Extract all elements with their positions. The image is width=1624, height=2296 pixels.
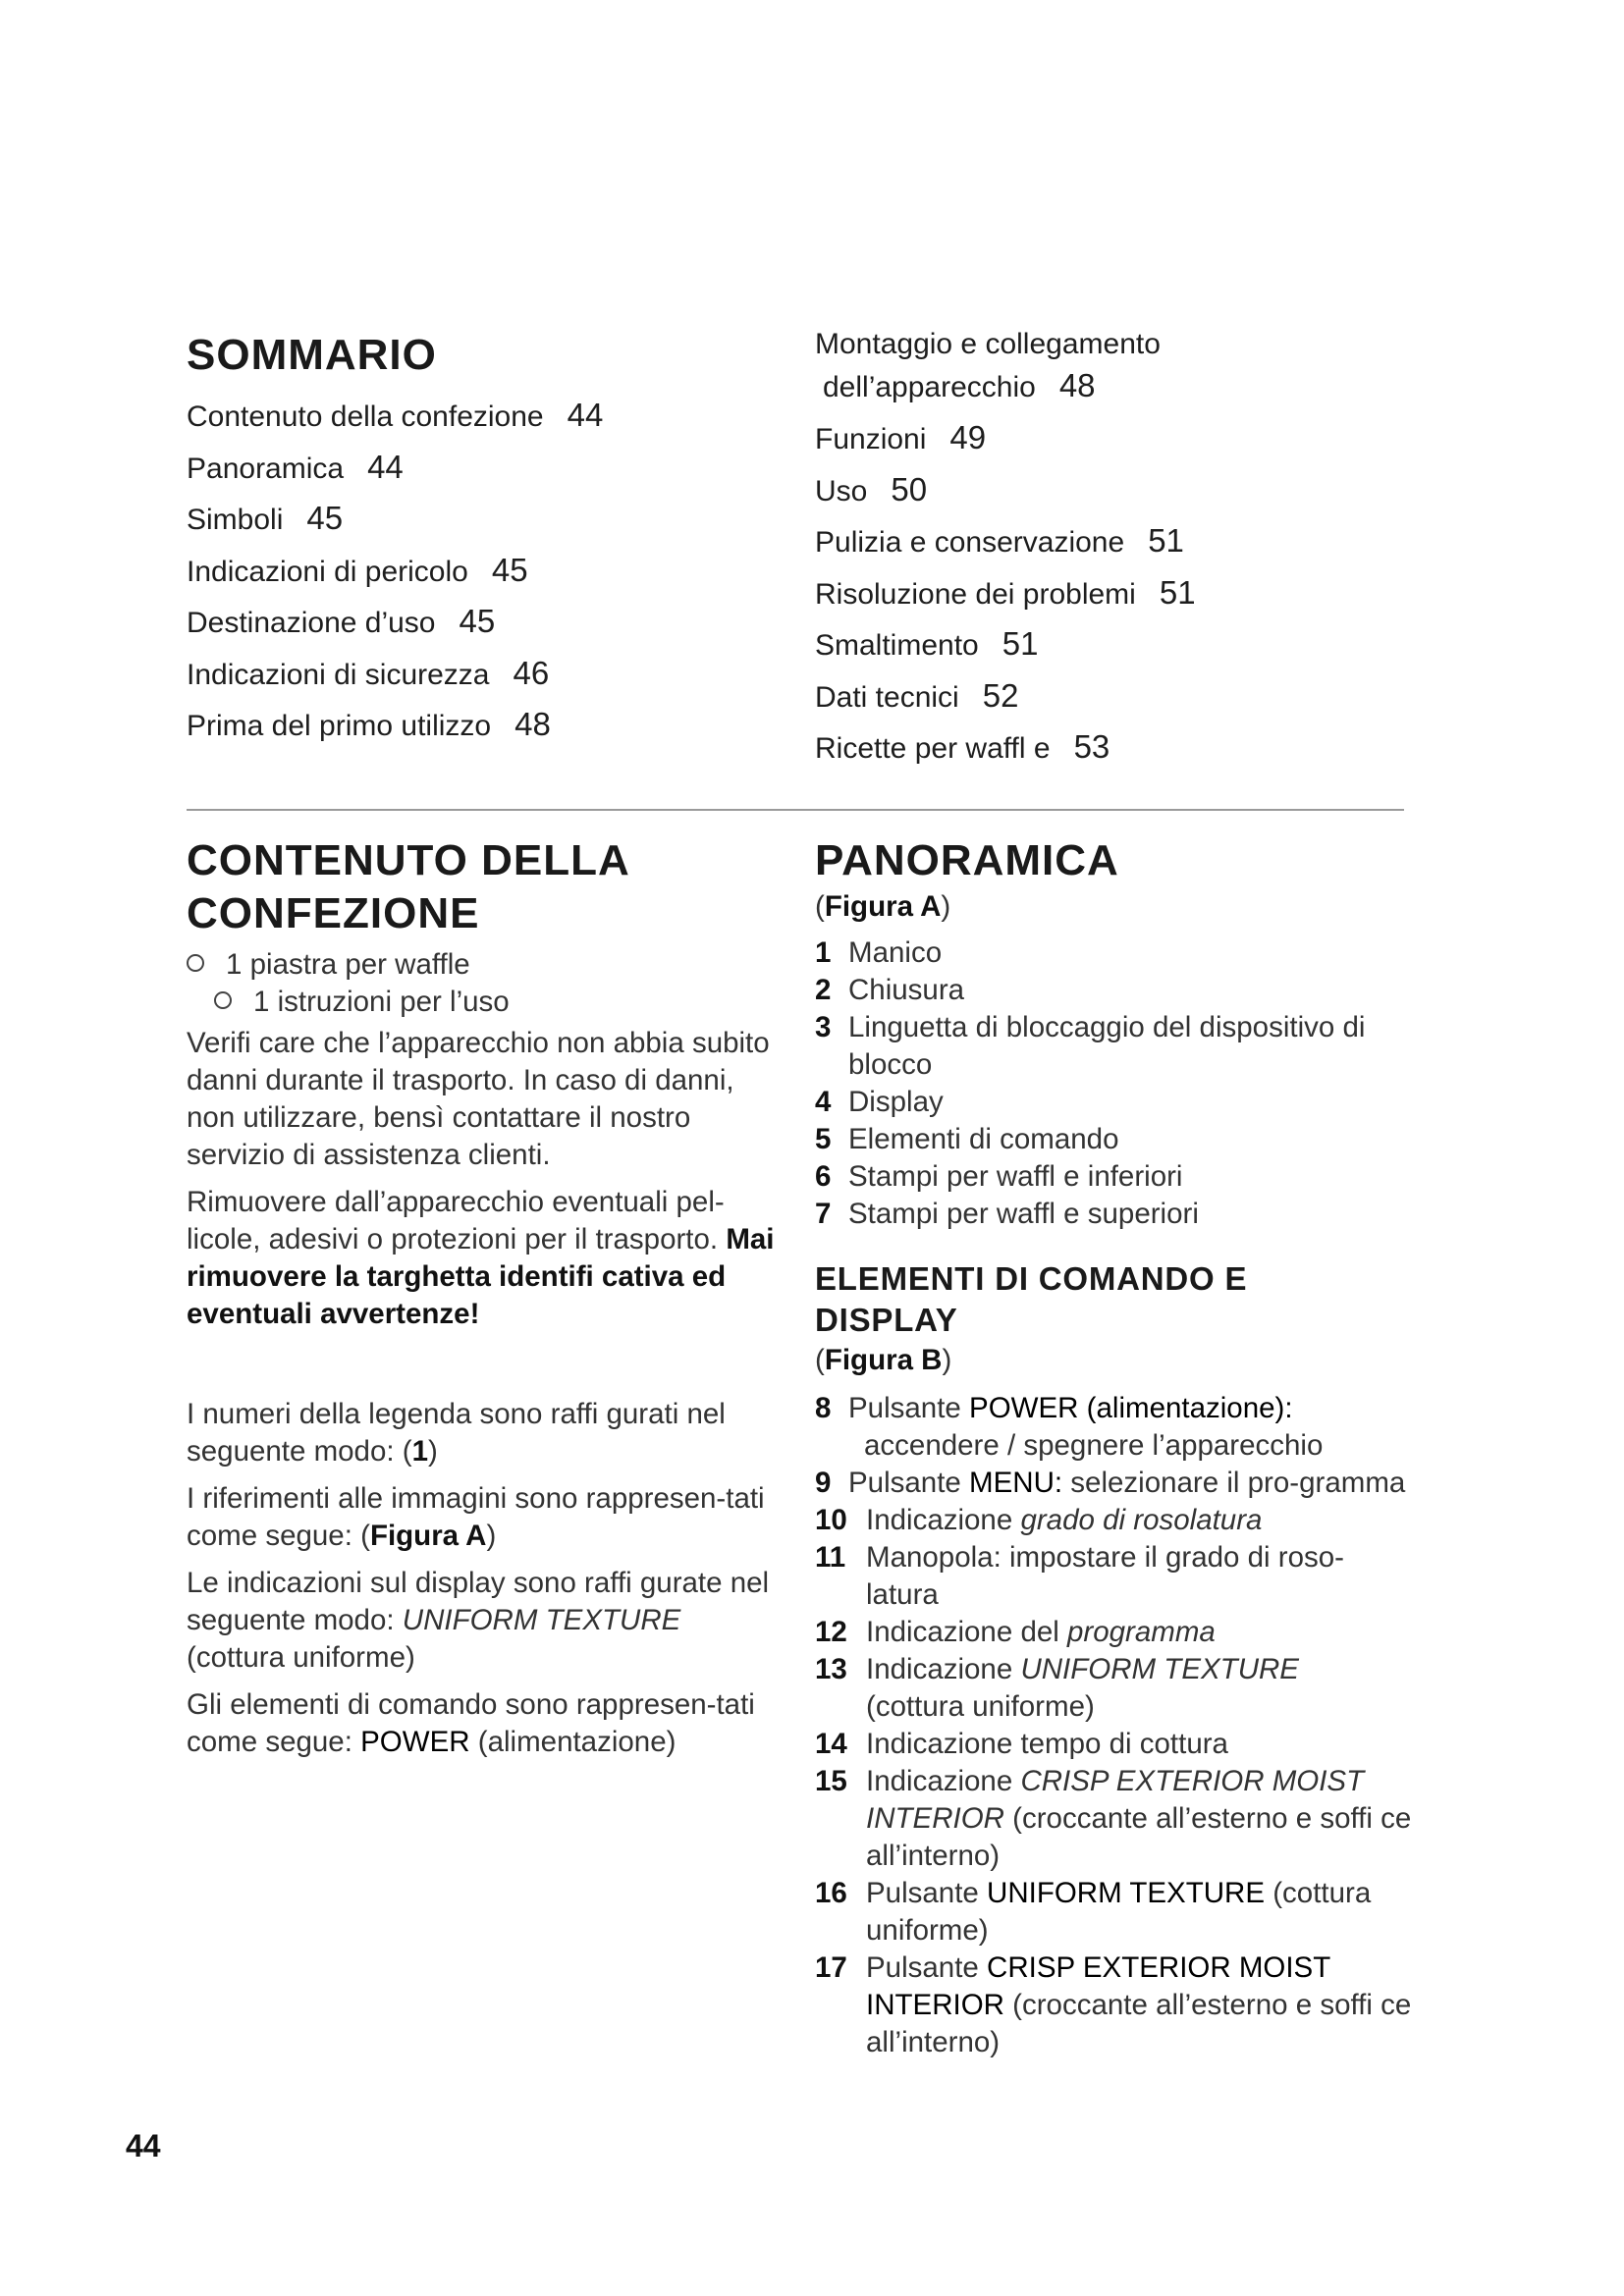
toc-item-label: Prima del primo utilizzo	[187, 710, 492, 742]
toc-item-label: dell’apparecchio	[823, 371, 1036, 403]
list-item: 1 piastra per waffle	[187, 946, 776, 984]
toc-item-label: Panoramica	[187, 452, 345, 485]
toc-item-page: 50	[891, 470, 928, 507]
controls-note: Gli elementi di comando sono rappresen-tati come segue: POWER (alimentazione)	[187, 1688, 755, 1758]
toc-item-page: 51	[1001, 625, 1039, 662]
toc-right-list	[815, 412, 1404, 774]
damage-check-text: Verifi care che l’apparecchio non abbia subito danni durante il trasporto. In caso di danni, non utilizzare, bensì contattare il nostro servizio di assistenza clienti.	[187, 1027, 770, 1171]
circle-bullet-icon	[187, 954, 204, 972]
figure-ref: (Figura B)	[815, 1344, 952, 1376]
list-item: 9 Pulsante MENU: selezionare il pro-gramma	[815, 1467, 1406, 1499]
toc-item-page: 48	[1058, 367, 1096, 403]
toc-item-page: 44	[367, 448, 404, 485]
panoramica-title: PANORAMICA	[815, 836, 1119, 884]
toc-item-page: 49	[949, 419, 987, 455]
toc-left-list	[187, 390, 736, 751]
list-item: 14 Indicazione tempo di cottura	[815, 1728, 1228, 1760]
toc-item[interactable]	[187, 442, 736, 494]
remove-film-text: Rimuovere dall’apparecchio eventuali pel-licole, adesivi o protezioni per il trasporto. Mai rimuovere la targhetta identifi cativa ed eventuali avvertenze!	[187, 1186, 775, 1330]
contenuto-title-line2: CONFEZIONE	[187, 889, 480, 937]
toc-item-page: 51	[1148, 522, 1184, 559]
figure-ref: (Figura A)	[815, 890, 951, 923]
toc-item-label: Indicazioni di pericolo	[187, 555, 468, 588]
toc-item-label: Uso	[815, 474, 868, 507]
panoramica-section	[815, 834, 1414, 2061]
toc-item[interactable]	[815, 464, 1404, 516]
list-item: 7 Stampi per waffl e superiori	[815, 1198, 1199, 1230]
toc-item-label: Destinazione d’uso	[187, 607, 436, 639]
toc-item-label: Smaltimento	[815, 629, 979, 662]
toc-item-page: 45	[306, 500, 344, 536]
toc-item-label: Ricette per waffl e	[815, 732, 1051, 765]
toc-item-page: 48	[514, 706, 551, 742]
legend-note: I numeri della legenda sono raffi gurati nel seguente modo: (1)	[187, 1398, 726, 1468]
elementi-list	[815, 1390, 1414, 2061]
toc-item[interactable]	[187, 596, 736, 648]
toc-item[interactable]	[815, 721, 1404, 774]
contenuto-title	[187, 834, 776, 940]
list-item: 3 Linguetta di bloccaggio del dispositivo di blocco	[815, 1011, 1366, 1081]
toc-item-label: Contenuto della confezione	[187, 400, 544, 433]
list-item: 13 Indicazione UNIFORM TEXTURE (cottura uniforme)	[815, 1653, 1299, 1723]
circle-bullet-icon	[214, 991, 232, 1009]
toc-item-label: Pulizia e conservazione	[815, 526, 1125, 559]
toc-item[interactable]	[187, 545, 736, 597]
toc-item[interactable]	[815, 618, 1404, 670]
list-item: 6 Stampi per waffl e inferiori	[815, 1160, 1183, 1193]
toc-item-page: 44	[567, 397, 604, 433]
toc-right	[815, 324, 1404, 774]
list-item: 11 Manopola: impostare il grado di roso-latura	[815, 1541, 1344, 1611]
toc-item[interactable]	[815, 412, 1404, 464]
list-item: 12 Indicazione del programma	[815, 1616, 1216, 1648]
list-item: 10 Indicazione grado di rosolatura	[815, 1504, 1263, 1536]
toc-item-page: 46	[513, 654, 550, 691]
list-item: 5 Elementi di comando	[815, 1123, 1119, 1155]
list-item: 15 Indicazione CRISP EXTERIOR MOIST INTERIOR (croccante all’esterno e soffi ce all’interno)	[815, 1765, 1412, 1872]
toc-item-label: Risoluzione dei problemi	[815, 577, 1136, 611]
panoramica-list	[815, 934, 1414, 1233]
toc-item[interactable]	[187, 390, 736, 442]
toc-item-page: 52	[982, 676, 1019, 714]
toc-item-label: Dati tecnici	[815, 680, 959, 714]
toc-item-label: Simboli	[187, 504, 284, 536]
section-divider	[187, 809, 1404, 811]
toc-item[interactable]	[187, 648, 736, 700]
list-item: 2 Chiusura	[815, 974, 965, 1006]
toc-item-page: 45	[491, 551, 528, 588]
list-item: 8 Pulsante POWER (alimentazione): accendere / spegnere l’apparecchio	[815, 1392, 1324, 1462]
list-item: 4 Display	[815, 1086, 944, 1118]
toc-item[interactable]	[815, 670, 1404, 722]
toc-left	[187, 329, 736, 751]
toc-item[interactable]	[815, 324, 1404, 408]
figure-note: I riferimenti alle immagini sono rappresen-tati come segue: (Figura A)	[187, 1482, 765, 1552]
toc-item-label: Montaggio e collegamento	[815, 328, 1161, 360]
page-number: 44	[126, 2128, 161, 2163]
list-item: 1 Manico	[815, 936, 943, 969]
list-item: 17 Pulsante CRISP EXTERIOR MOIST INTERIOR (croccante all’esterno e soffi ce all’interno)	[815, 1951, 1412, 2058]
elementi-title: ELEMENTI DI COMANDO E DISPLAY	[815, 1260, 1248, 1338]
list-item: 1 istruzioni per l’uso	[187, 984, 776, 1021]
toc-item[interactable]	[815, 515, 1404, 567]
warning-bold-text: Mai rimuovere la targhetta identifi cativa ed eventuali avvertenze!	[187, 1223, 775, 1330]
toc-item-label: Funzioni	[815, 423, 927, 455]
contenuto-section	[187, 834, 776, 1771]
toc-item-label: Indicazioni di sicurezza	[187, 658, 490, 691]
toc-item[interactable]	[815, 567, 1404, 619]
toc-item-page: 45	[459, 603, 496, 639]
list-item: 16 Pulsante UNIFORM TEXTURE (cottura uniforme)	[815, 1877, 1372, 1947]
toc-item-page: 53	[1073, 728, 1110, 765]
toc-title: SOMMARIO	[187, 331, 437, 379]
display-note: Le indicazioni sul display sono raffi gurate nel seguente modo: UNIFORM TEXTURE (cottura uniforme)	[187, 1567, 770, 1674]
contenuto-title-line1: CONTENUTO DELLA	[187, 836, 630, 884]
toc-item[interactable]	[187, 699, 736, 751]
toc-item-page: 51	[1159, 573, 1196, 611]
toc-item[interactable]	[187, 493, 736, 545]
